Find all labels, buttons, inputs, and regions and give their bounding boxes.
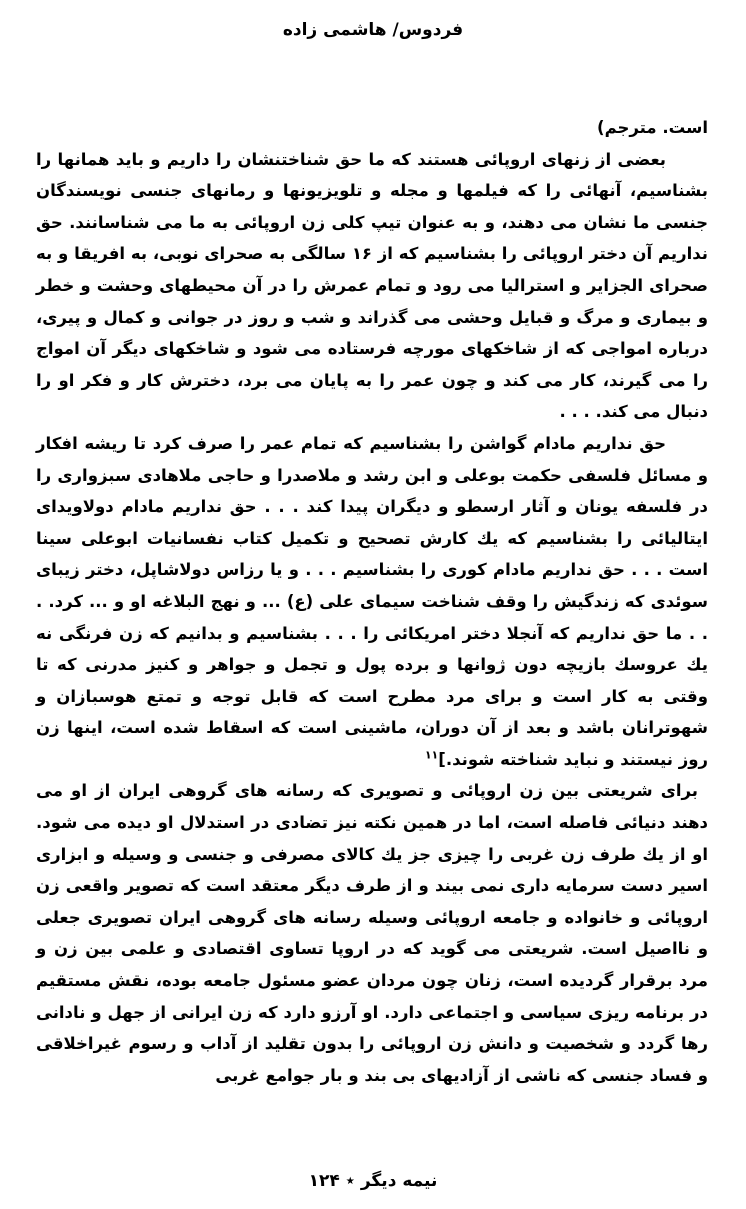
page-header-author: فردوس/ هاشمی زاده [282,20,464,40]
paragraph-run: بعضی از زنهای اروپائی هستند که ما حق شناختنشان را داریم و باید همانها را بشناسیم، آنهائی را که فیلمها و مجله و تلویزیونها و رمانهای جنسی نویسندگان جنسی ما نشان می دهند، و به عنوان تیپ کلی زن اروپائی به ما می شناسانند. حق نداریم آن دختر اروپائی را بشناسیم که از ۱۶ سالگی به صحرای نوبی، به افریقا و به صحرای الجزایر و استرالیا می رود و تمام عمرش را در آن محیطهای وحشت و خطر و بیماری و مرگ و قبایل وحشی می گذراند و شب و روز در جوانی و کمال و پیری، درباره امواجی که از شاخکهای مورچه فرستاده می شود و شاخکهای دیگر آن امواج را می گیرند، کار می کند و چون عمر را به پایان می برد، دخترش کار و فکر او را دنبال می کند. . . . [36,149,708,422]
paragraph [36,112,708,144]
paragraph-run: برای شریعتی بین زن اروپائی و تصویری که رسانه های گروهی ایران از او می دهند دنیائی فاصله است، اما در همین نکته نیز تضادی در استدلال او دیده می شود. او از یك طرف زن غربی را چیزی جز یك کالای مصرفی و جنسی و وسیله و ابزاری اسیر دست سرمایه داری نمی بیند و از طرف دیگر معتقد است که تصویر واقعی زن اروپائی و خانواده و جامعه اروپائی وسیله رسانه های گروهی ایران تصویری جعلی و نااصیل است. شریعتی می گوید که در اروپا تساوی اقتصادی و علمی بین زن و مرد برقرار گردیده است، زنان چون مردان عضو مسئول جامعه بوده، نقش مستقیم در برنامه ریزی سیاسی و اجتماعی دارد. او آرزو دارد که زن ایرانی از جهل و نادانی رها گردد و شخصیت و دانش زن اروپائی را بدون تقلید از آداب و رسوم غیراخلاقی و فساد جنسی که ناشی از آزادیهای بی بند و بار جوامع غربی [36,781,708,1085]
footnote-marker: ۱۱ [424,748,439,762]
paragraph [36,144,708,428]
paragraph-run: است. مترجم) [597,118,708,137]
body-text [36,112,708,1091]
page-footer-journal-page-number: نیمه دیگر ٭ ۱۲۴ [308,1171,438,1191]
paragraph [36,775,708,1091]
paragraph-run: حق نداریم مادام گواشن را بشناسیم که تمام عمر را صرف کرد تا ریشه افکار و مسائل فلسفی حکمت بوعلی و ابن رشد و ملاصدرا و حاجی ملاهادی سبزواری را در فلسفه یونان و آثار ارسطو و دیگران پیدا کند . . . حق نداریم مادام دولاویدای ایتالیائی را بشناسیم که یك کارش تصحیح و تکمیل کتاب نفسانیات ابوعلی سینا است . . . حق نداریم مادام کوری را بشناسیم . . . و یا رزاس دولاشاپل، دختر زیبای سوئدی که زندگیش را وقف شناخت سیمای علی (ع) ... و نهج البلاغه او و ... کرد. . . . ما حق نداریم که آنجلا دختر امریکائی را . . . بشناسیم و بدانیم که زن فرنگی نه یك عروسك بازیچه دون ژوانها و برده پول و تجمل و جواهر و کنیز مدرنی که تا وقتی به کار است و برای مرد مطرح است که قابل توجه و تمتع هوسبازان و شهوترانان باشد و بعد از آن دوران، ماشینی است که اسقاط شده است، اینها زن روز نیستند و نباید شناخته شوند.] [36,433,708,769]
paragraph [36,428,708,776]
